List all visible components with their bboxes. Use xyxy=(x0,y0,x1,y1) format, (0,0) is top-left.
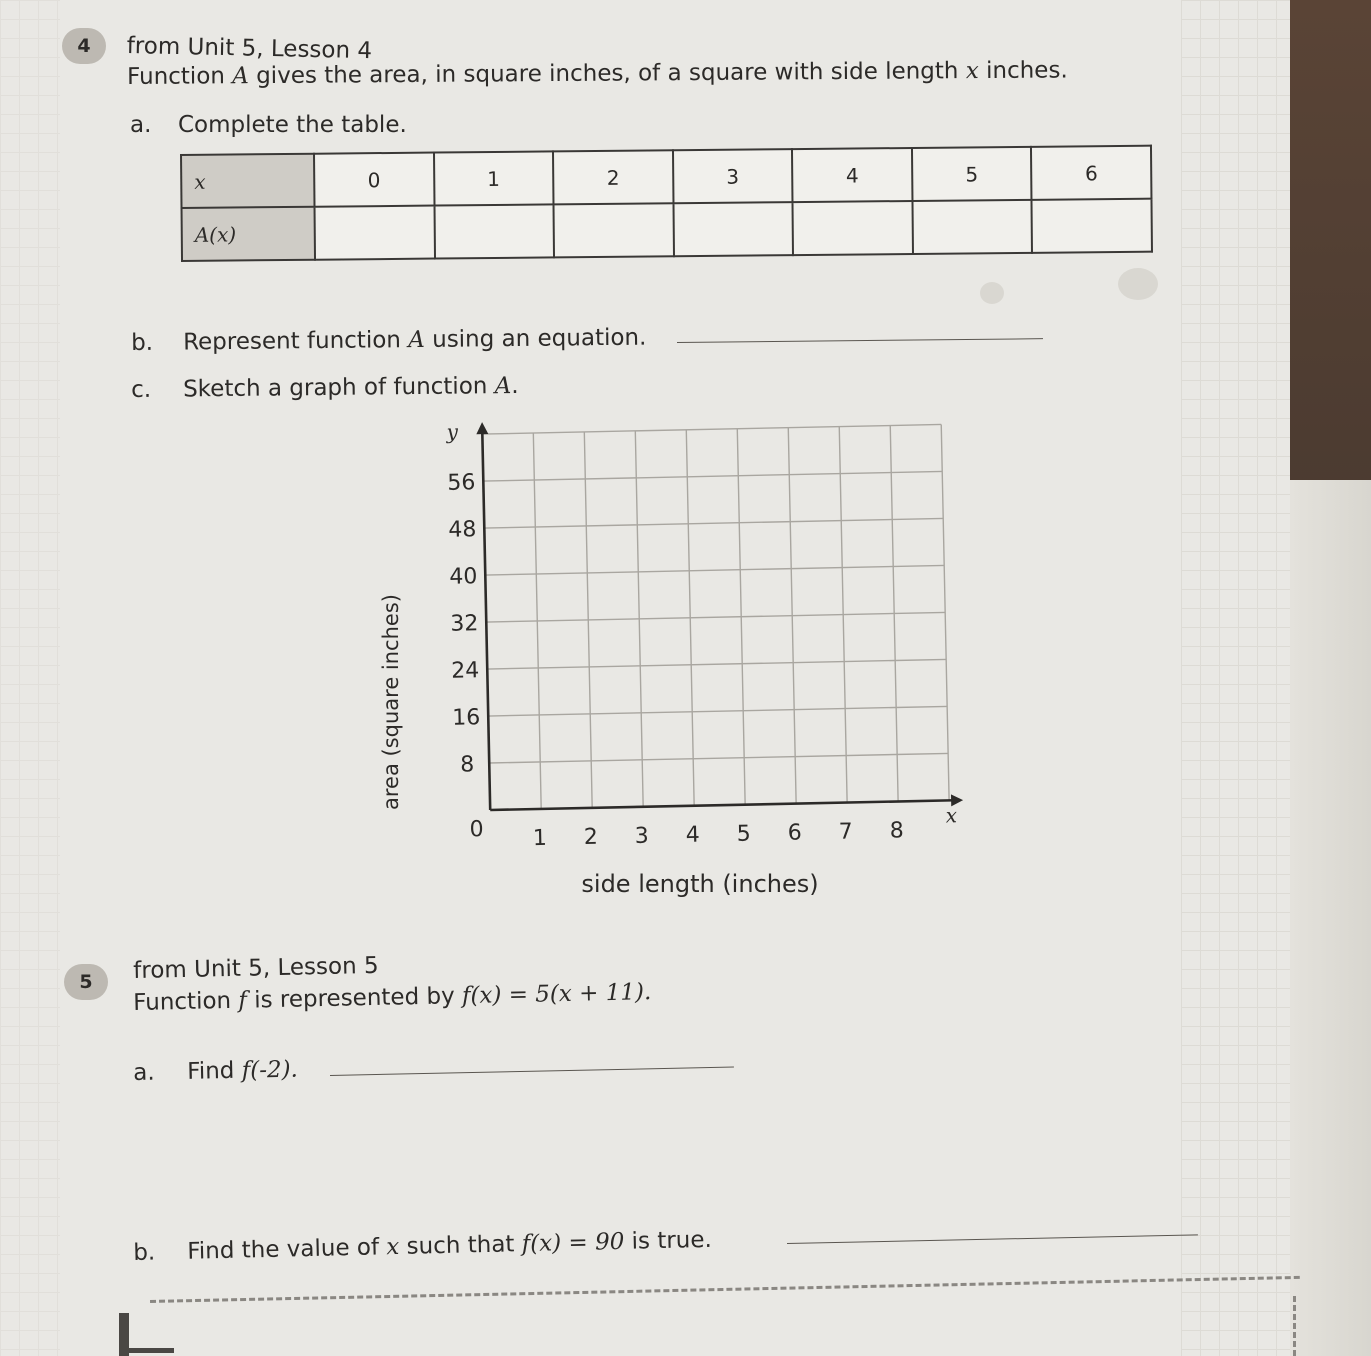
table-answer-cell[interactable] xyxy=(793,201,913,255)
problem-4-source: from Unit 5, Lesson 4 xyxy=(126,33,373,65)
part-b-letter: b. xyxy=(133,1239,156,1266)
x-tick-label: 1 xyxy=(532,825,548,852)
y-tick-label: 8 xyxy=(460,752,475,778)
y-tick-label: 40 xyxy=(449,564,478,590)
table-answer-cell[interactable] xyxy=(673,202,793,256)
grid-line-horizontal xyxy=(485,565,944,575)
y-tick-label: 56 xyxy=(447,470,476,496)
table-row-x xyxy=(181,146,1151,208)
problem-4-number-badge xyxy=(62,28,106,64)
problem-4-part-a xyxy=(130,112,407,138)
values-table xyxy=(180,145,1153,262)
table-cell-x: 4 xyxy=(792,148,912,202)
table-answer-cell[interactable] xyxy=(912,200,1032,254)
x-tick-label: 8 xyxy=(889,818,904,844)
problem-4-number: 4 xyxy=(77,35,91,57)
dashed-box-edge xyxy=(1293,1296,1296,1356)
x-axis-line xyxy=(490,800,955,810)
table-cell-x: 2 xyxy=(553,150,673,204)
problem-4-part-c: c. Sketch a graph of function A. xyxy=(131,372,519,403)
x-tick-label: 7 xyxy=(838,819,854,845)
desk-light-area xyxy=(1290,480,1371,1356)
problem-5-number: 5 xyxy=(79,971,93,993)
paper-smudge xyxy=(980,282,1004,304)
table-answer-cell[interactable] xyxy=(554,203,674,257)
table-header-x: x xyxy=(181,154,315,208)
table-answer-cell[interactable] xyxy=(315,206,435,260)
pencil-mark xyxy=(119,1348,174,1353)
grid-line-horizontal xyxy=(487,659,946,669)
part-a-letter: a. xyxy=(130,112,152,138)
x-tick-label: 3 xyxy=(634,823,650,849)
grid-line-horizontal xyxy=(488,706,947,716)
part-a-text: Complete the table. xyxy=(178,112,407,138)
x-tick-label: 2 xyxy=(583,824,599,851)
page-grid-left xyxy=(0,0,60,1356)
problem-5-number-badge xyxy=(64,964,108,1000)
table-row-a xyxy=(182,199,1152,261)
grid-line-horizontal xyxy=(483,471,942,481)
x-tick-label: 6 xyxy=(787,820,803,846)
problem-5-part-a: a. Find f(-2). xyxy=(133,1056,299,1086)
part-a-letter: a. xyxy=(133,1059,155,1086)
part-c-letter: c. xyxy=(131,376,152,403)
y-tick-label: 16 xyxy=(452,705,481,731)
y-axis-name: y xyxy=(446,420,459,444)
table-cell-x: 3 xyxy=(673,149,793,203)
x-axis-name: x xyxy=(945,803,958,828)
part-b-letter: b. xyxy=(131,329,154,356)
problem-5-part-b: b. Find the value of x such that f(x) = 90 is true. xyxy=(133,1226,713,1266)
table-cell-x: 1 xyxy=(434,151,554,205)
area-graph[interactable] xyxy=(360,420,980,910)
y-axis-arrow-icon xyxy=(476,422,488,434)
y-tick-label: 24 xyxy=(451,658,480,684)
table-cell-x: 5 xyxy=(912,147,1032,201)
table-header-a: A(x) xyxy=(182,207,316,261)
problem-5-stem: Function f is represented by f(x) = 5(x + 11). xyxy=(133,979,652,1016)
y-axis-label: area (square inches) xyxy=(379,594,403,810)
grid-line-horizontal xyxy=(484,518,943,528)
y-tick-label: 48 xyxy=(448,517,477,543)
x-axis-label: side length (inches) xyxy=(581,870,819,898)
problem-4-stem: Function A gives the area, in square inches, of a square with side length x inches. xyxy=(127,57,1068,90)
problem-5-source: from Unit 5, Lesson 5 xyxy=(133,952,379,984)
y-tick-label: 32 xyxy=(450,611,479,637)
paper-smudge xyxy=(1118,268,1158,300)
table-answer-cell[interactable] xyxy=(1032,199,1152,253)
x-tick-label: 5 xyxy=(736,821,752,847)
table-answer-cell[interactable] xyxy=(434,204,554,258)
problem-4-part-b: b. Represent function A using an equation. xyxy=(131,324,647,356)
grid-line-horizontal xyxy=(482,424,941,434)
y-axis-line xyxy=(482,432,490,810)
grid-line-horizontal xyxy=(489,753,948,763)
x-tick-label: 4 xyxy=(685,822,701,848)
table-cell-x: 0 xyxy=(314,153,434,207)
grid-line-horizontal xyxy=(486,612,945,622)
origin-label: 0 xyxy=(469,817,484,843)
table-cell-x: 6 xyxy=(1031,146,1151,200)
